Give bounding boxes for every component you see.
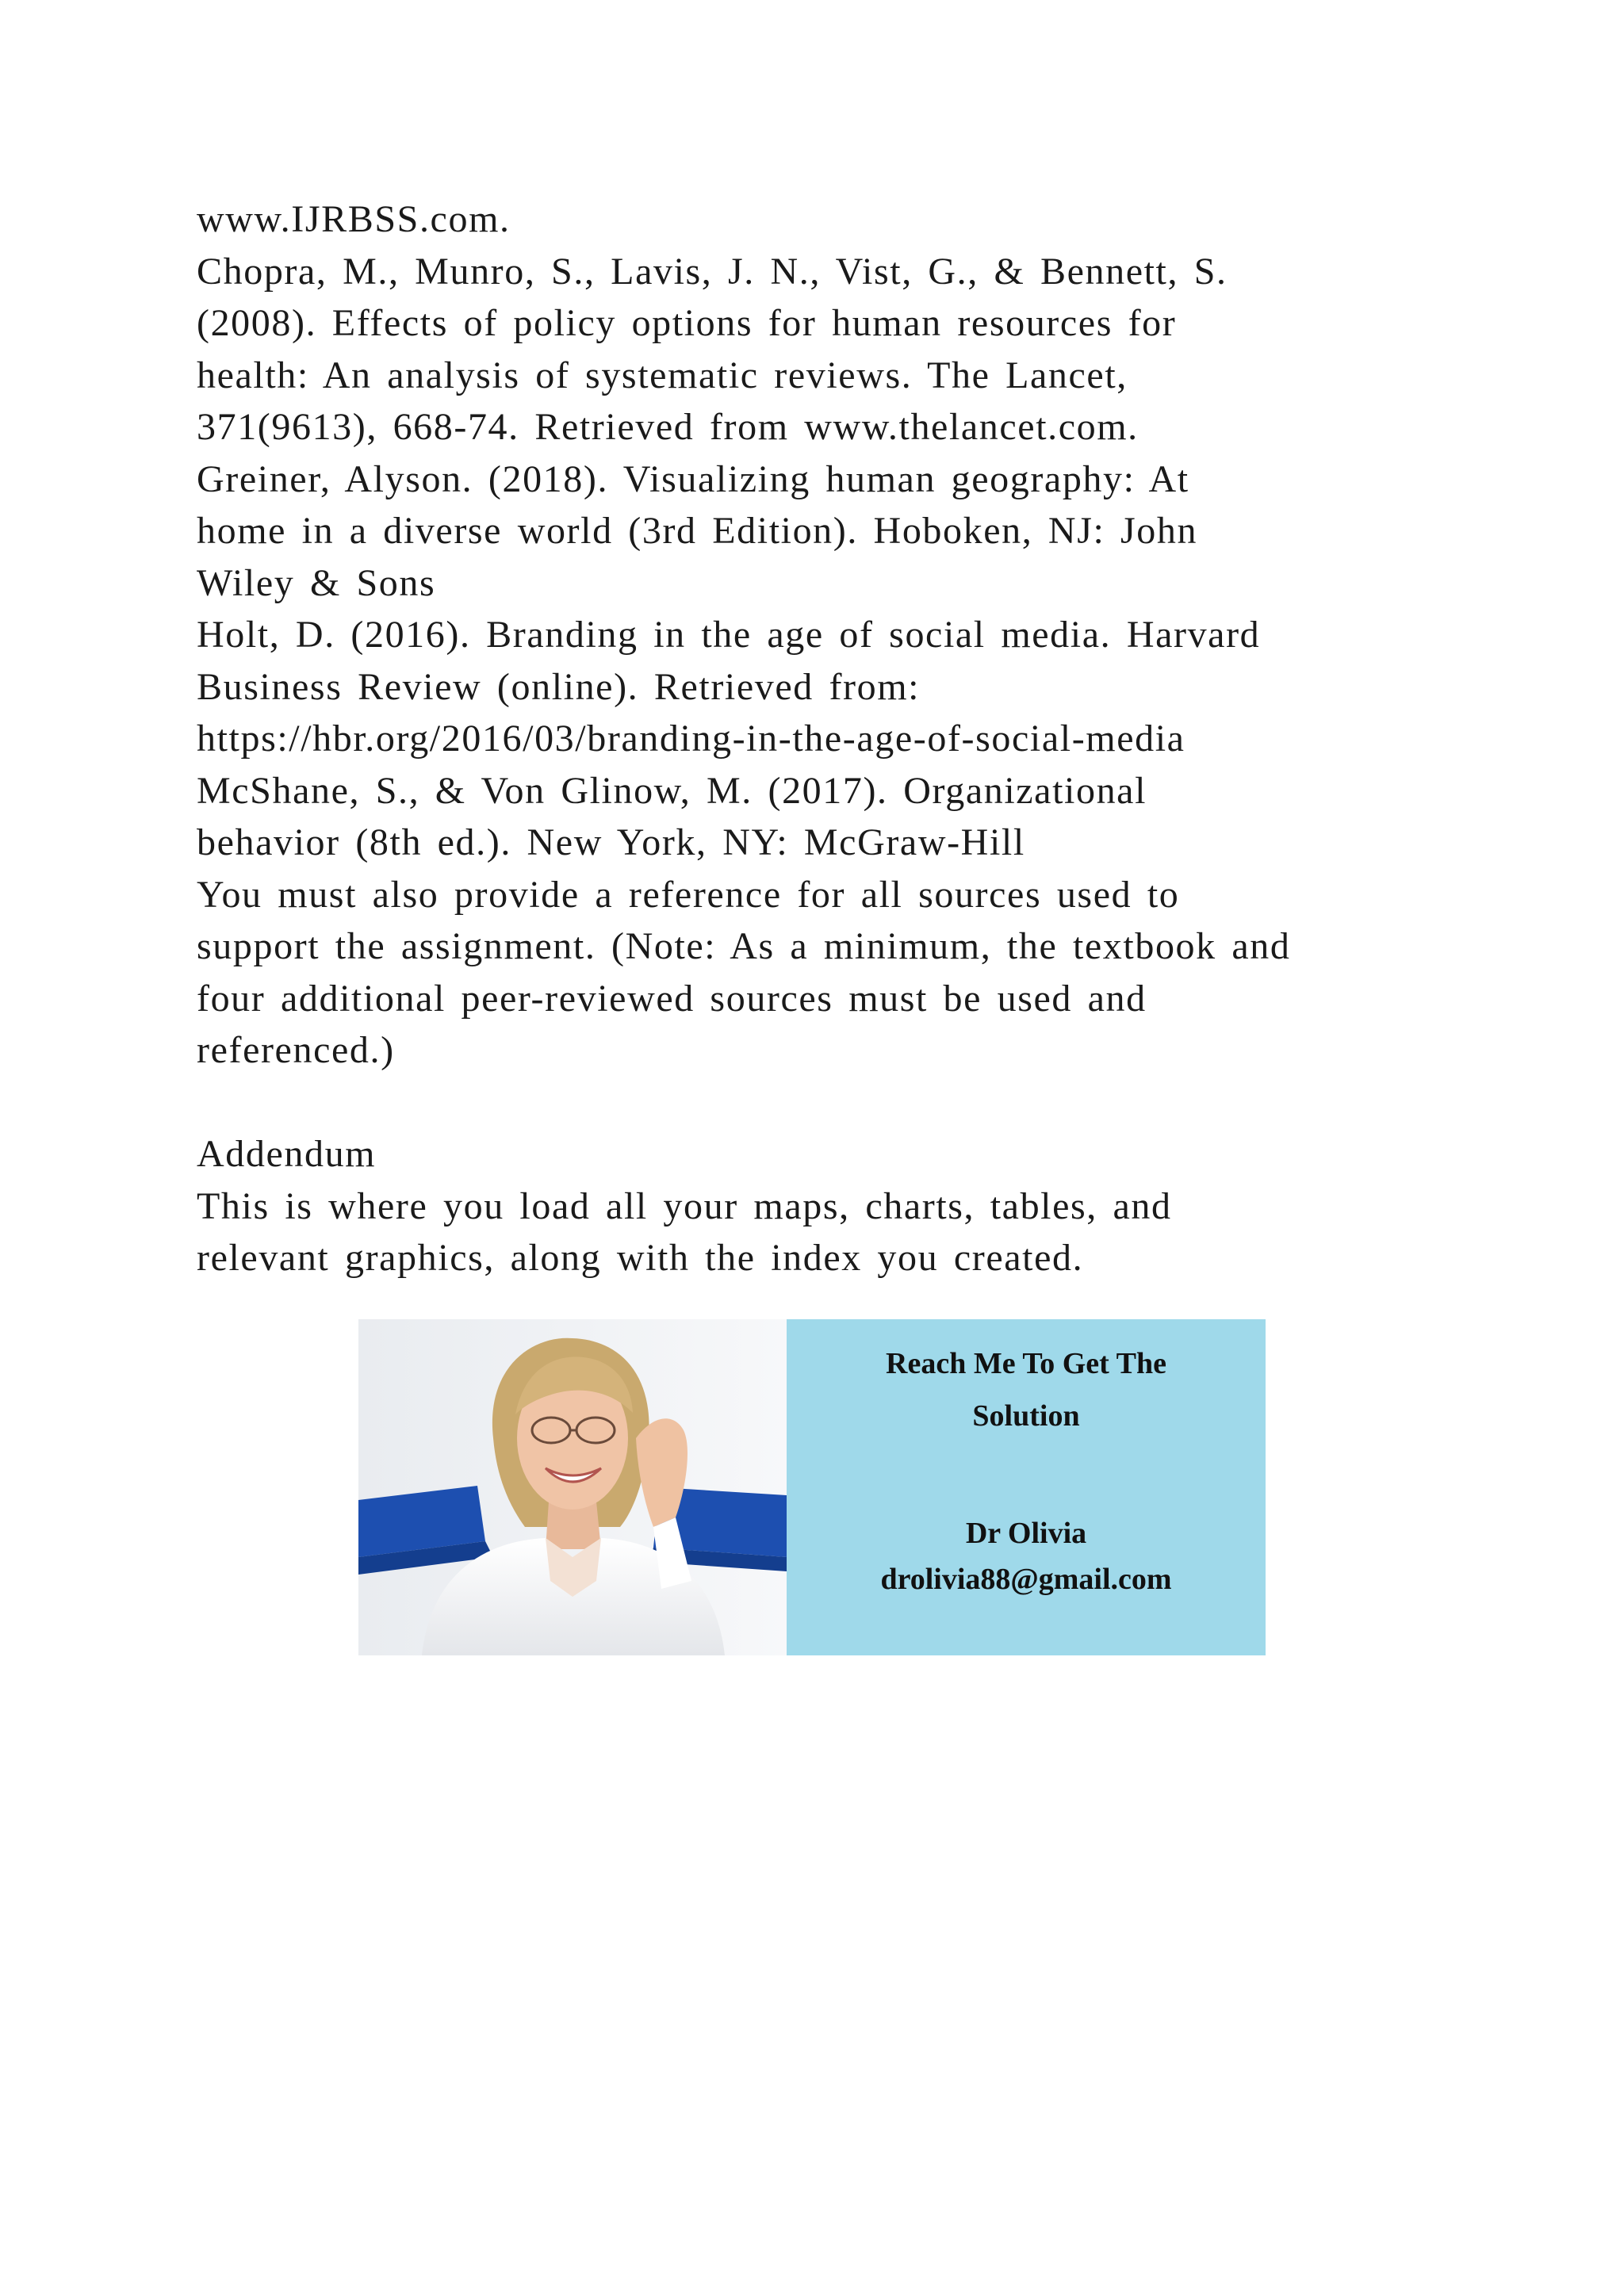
text-line: health: An analysis of systematic reviews. The Lancet, <box>197 354 1128 396</box>
text-line: Holt, D. (2016). Branding in the age of social media. Harvard <box>197 614 1261 656</box>
text-line: referenced.) <box>197 1029 395 1071</box>
text-line: Wiley & Sons <box>197 561 436 604</box>
text-line: behavior (8th ed.). New York, NY: McGraw-Hill <box>197 821 1025 863</box>
document-body <box>197 193 1497 1284</box>
text-line: home in a diverse world (3rd Edition). Hoboken, NJ: John <box>197 510 1198 552</box>
text-line: (2008). Effects of policy options for human resources for <box>197 302 1177 344</box>
text-line: Greiner, Alyson. (2018). Visualizing human geography: At <box>197 457 1189 500</box>
contact-email: drolivia88@gmail.com <box>880 1563 1172 1596</box>
woman-photo <box>358 1319 787 1655</box>
text-line: www.IJRBSS.com. <box>197 198 511 240</box>
text-line: This is where you load all your maps, charts, tables, and <box>197 1184 1172 1227</box>
text-line: relevant graphics, along with the index you created. <box>197 1237 1084 1279</box>
text-line: You must also provide a reference for all sources used to <box>197 873 1180 916</box>
promo-headline: Reach Me To Get The <box>886 1347 1166 1380</box>
contact-banner <box>358 1319 1266 1655</box>
text-line: McShane, S., & Von Glinow, M. (2017). Organizational <box>197 769 1147 812</box>
text-line: https://hbr.org/2016/03/branding-in-the-age-of-social-media <box>197 718 1185 760</box>
person-illustration-icon <box>358 1319 787 1655</box>
text-line: four additional peer-reviewed sources must be used and <box>197 977 1147 1020</box>
promo-subheadline: Solution <box>972 1399 1080 1433</box>
text-line: Chopra, M., Munro, S., Lavis, J. N., Vist, G., & Bennett, S. <box>197 250 1228 293</box>
contact-panel <box>787 1319 1266 1655</box>
text-line: support the assignment. (Note: As a minimum, the textbook and <box>197 925 1291 967</box>
text-line: 371(9613), 668-74. Retrieved from www.thelancet.com. <box>197 406 1139 448</box>
text-line: Business Review (online). Retrieved from: <box>197 665 921 708</box>
contact-name: Dr Olivia <box>965 1517 1087 1550</box>
blank-line <box>197 1077 1497 1129</box>
addendum-heading: Addendum <box>197 1133 377 1175</box>
